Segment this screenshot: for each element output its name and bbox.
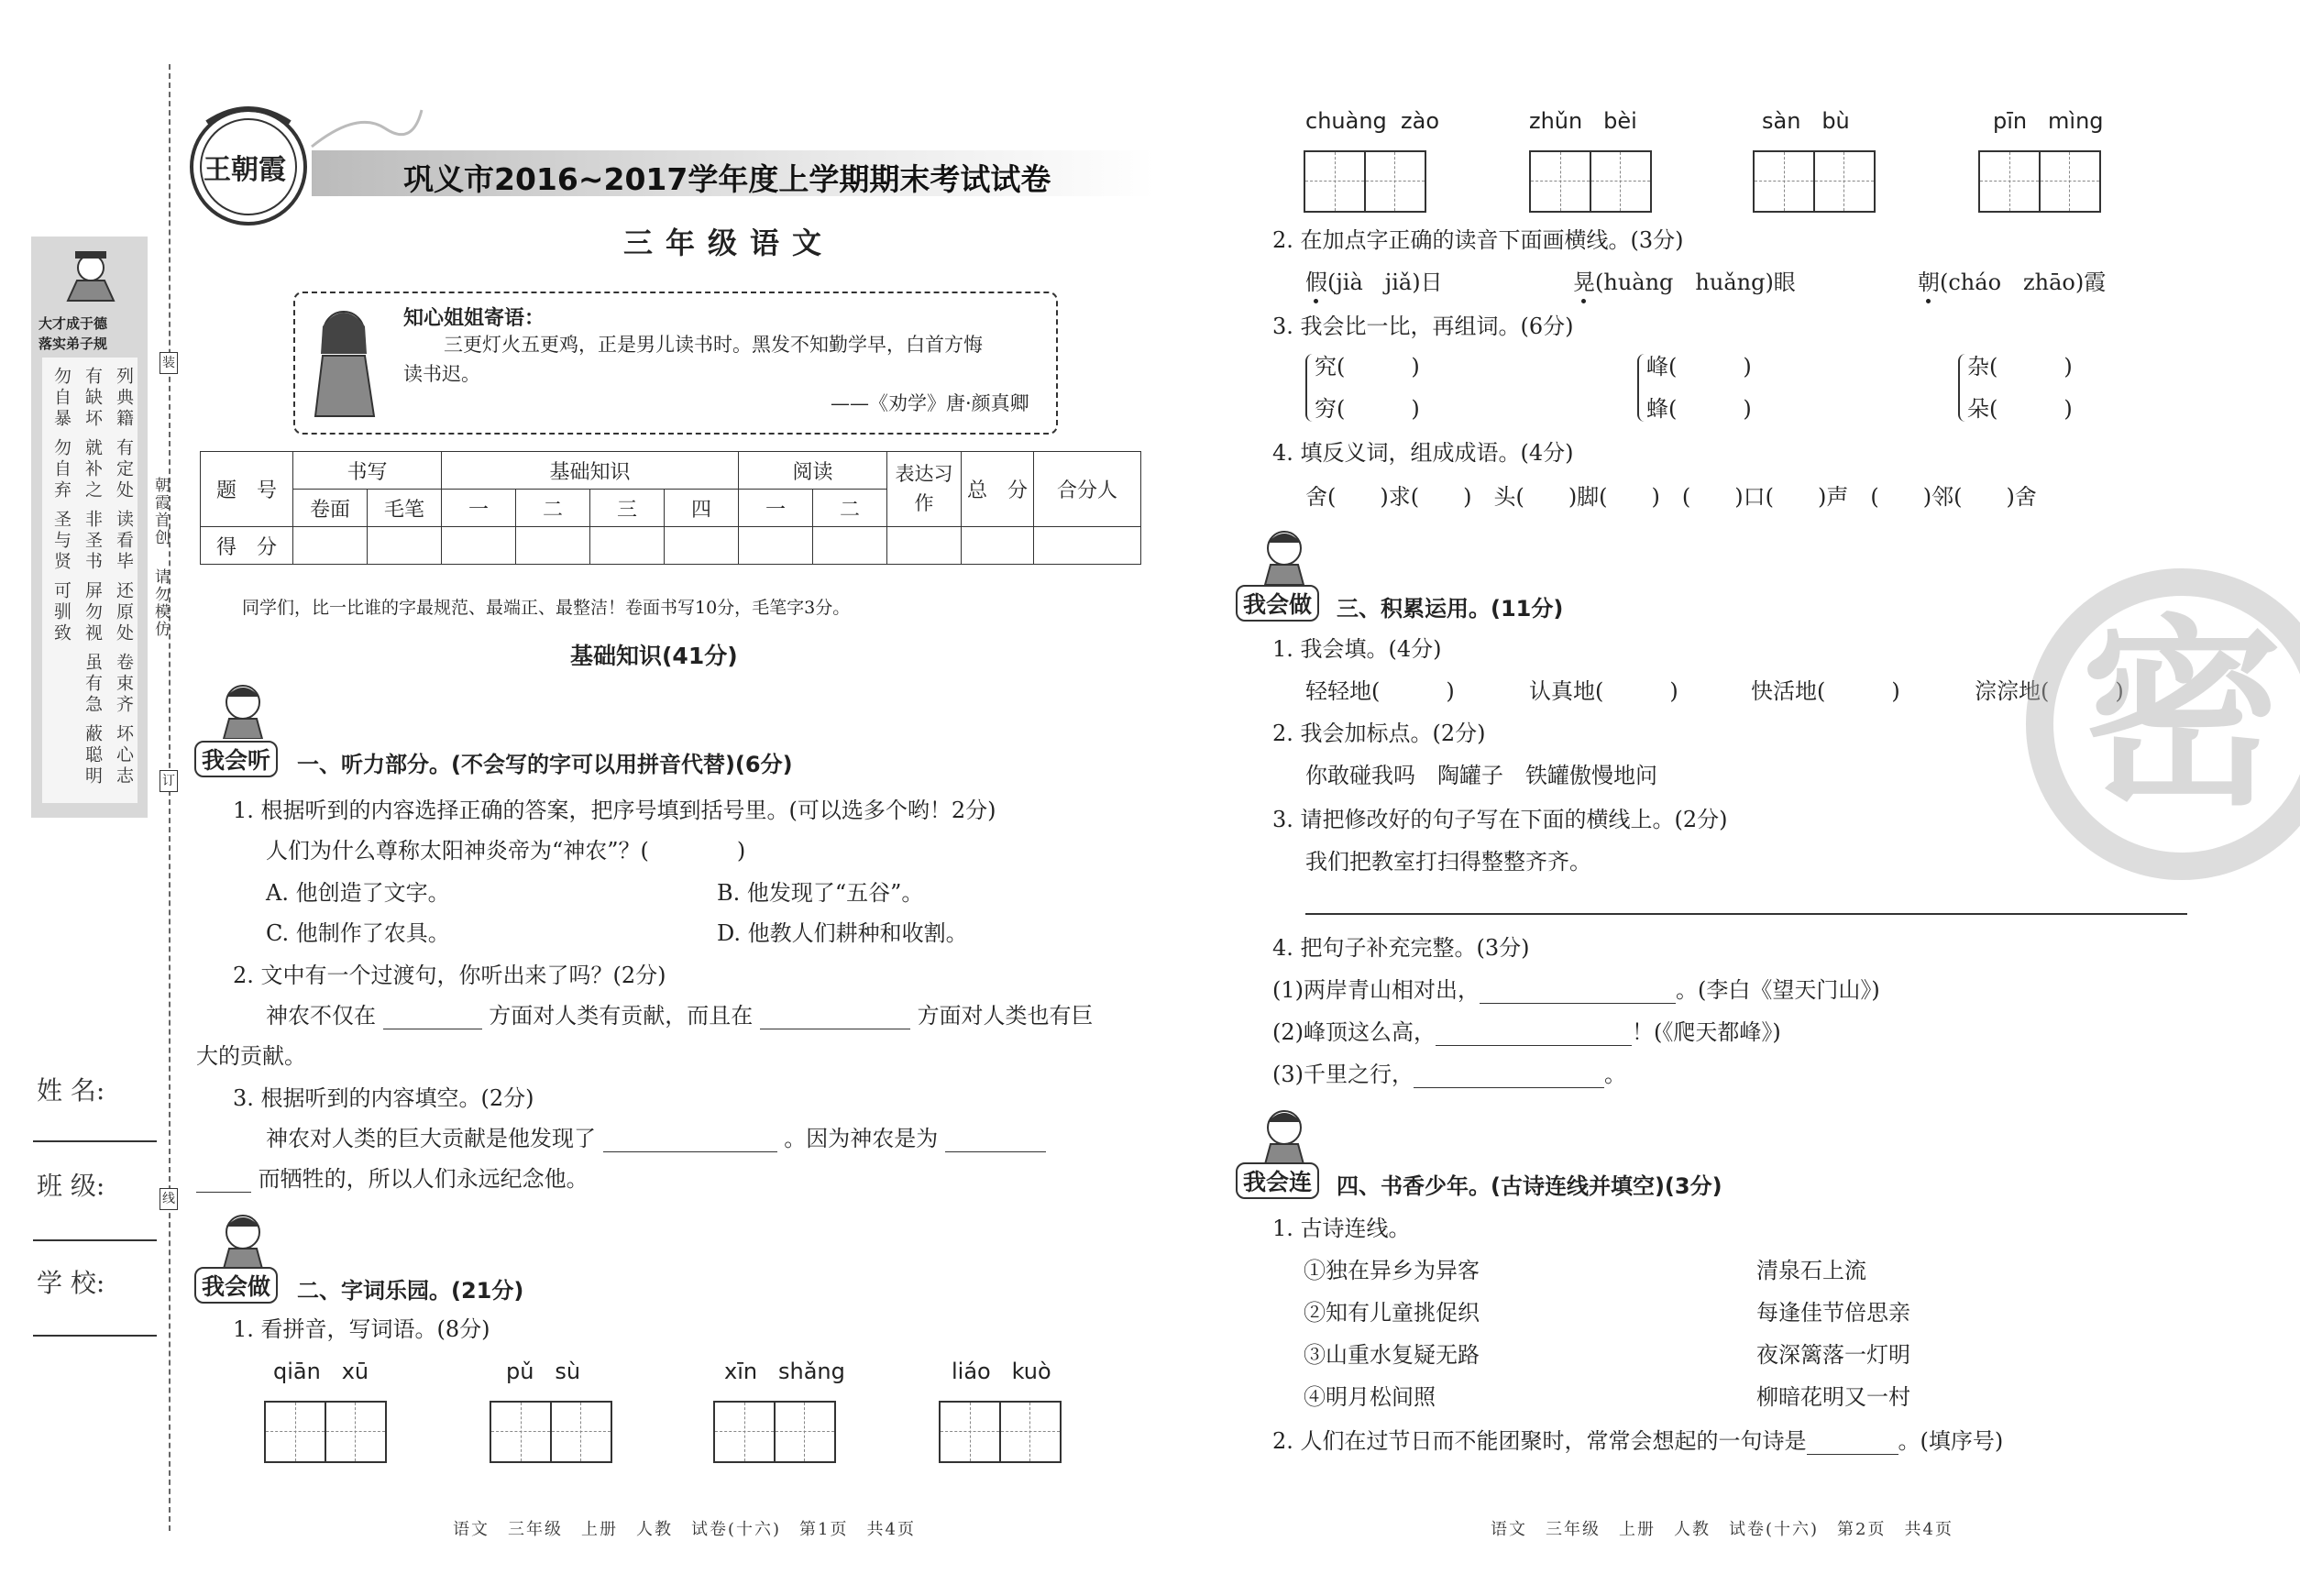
boy-phone-icon xyxy=(213,1208,273,1269)
section-title: 四、书香少年。(古诗连线并填空)(3分) xyxy=(1337,1173,1722,1199)
fill-text: 。因为神农是为 xyxy=(784,1126,939,1151)
answer-blank[interactable] xyxy=(760,1007,910,1029)
seal-mark: 装 xyxy=(160,352,178,374)
emphasis-dot xyxy=(1314,299,1318,303)
pinyin: pīn xyxy=(1993,108,2028,134)
pinyin: kuò xyxy=(1011,1359,1051,1384)
rule-col: 还原处 xyxy=(114,581,134,644)
bracket xyxy=(1637,354,1646,422)
writing-grid[interactable] xyxy=(264,1401,387,1463)
pinyin-label xyxy=(952,1359,1051,1385)
sidebar-panel xyxy=(31,237,148,818)
compare-item[interactable]: 蜂( ) xyxy=(1646,396,1752,422)
compare-item[interactable]: 朵( ) xyxy=(1967,396,2073,422)
table-header: 基础知识 xyxy=(442,452,739,490)
emphasis-dot xyxy=(1581,299,1586,303)
section-badge: 我会连 xyxy=(1236,1162,1319,1199)
poem-right[interactable]: 清泉石上流 xyxy=(1756,1258,1866,1283)
answer-blank[interactable] xyxy=(1414,1065,1604,1088)
pinyin-label xyxy=(1762,108,1850,135)
score-cell[interactable] xyxy=(739,527,813,565)
copyright-note: 朝霞首创 xyxy=(151,477,170,546)
quote-line: 三更灯火五更鸡，正是男儿读书时。黑发不知勤学早，白首方悔 xyxy=(444,334,983,356)
writing-grid[interactable] xyxy=(713,1401,836,1463)
sidebar-motto-2: 落实弟子规 xyxy=(39,336,108,352)
table-subheader: 二 xyxy=(516,490,590,527)
fill-text: 方面对人类也有巨 xyxy=(917,1003,1094,1029)
answer-blank[interactable] xyxy=(1436,1023,1632,1046)
rule-col: 勿自弃 xyxy=(51,438,72,501)
question: 1. 看拼音，写词语。(8分) xyxy=(233,1316,490,1342)
pinyin: bèi xyxy=(1603,108,1637,134)
poem-right[interactable]: 每逢佳节倍思亲 xyxy=(1756,1300,1910,1326)
fill-text: 神农对人类的巨大贡献是他发现了 xyxy=(266,1126,596,1151)
question: 3. 请把修改好的句子写在下面的横线上。(2分) xyxy=(1272,807,1728,832)
seal-mark: 线 xyxy=(160,1188,178,1210)
score-cell[interactable] xyxy=(293,527,368,565)
question: 1. 根据听到的内容选择正确的答案，把序号填到括号里。(可以选多个哟！2分) xyxy=(233,798,996,823)
rule-col: 列典籍 xyxy=(114,367,134,430)
fill-text: 方面对人类有贡献，而且在 xyxy=(489,1003,754,1029)
table-subheader: 一 xyxy=(739,490,813,527)
question: 3. 根据听到的内容填空。(2分) xyxy=(233,1085,534,1111)
exam-subject: 三年级语文 xyxy=(623,226,835,260)
pinyin: mìng xyxy=(2048,108,2104,134)
fill-item[interactable]: 快活地( ) xyxy=(1751,678,1900,704)
scholar-icon xyxy=(59,248,123,303)
question: 4. 把句子补充完整。(3分) xyxy=(1272,935,1530,961)
poem-right[interactable]: 柳暗花明又一村 xyxy=(1756,1384,1910,1410)
table-header: 总 分 xyxy=(962,452,1034,527)
section-title: 一、听力部分。(不会写的字可以用拼音代替)(6分) xyxy=(297,752,793,777)
writing-grid[interactable] xyxy=(1304,150,1426,213)
table-header: 阅读 xyxy=(739,452,887,490)
exam-title: 巩义市2016~2017学年度上学期期末考试试卷 xyxy=(403,161,1051,197)
pinyin-label xyxy=(506,1359,580,1385)
table-header: 书写 xyxy=(293,452,442,490)
rule-col: 可驯致 xyxy=(51,581,72,644)
rule-col: 读看毕 xyxy=(114,510,134,573)
question: 3. 我会比一比，再组词。(6分) xyxy=(1272,314,1574,339)
table-header: 合分人 xyxy=(1034,452,1141,527)
pinyin: bù xyxy=(1821,108,1850,134)
score-cell[interactable] xyxy=(516,527,590,565)
fill-text: 2. 人们在过节日而不能团聚时，常常会想起的一句诗是 xyxy=(1272,1428,1807,1454)
name-field[interactable] xyxy=(33,1140,157,1142)
rule-col: 圣与贤 xyxy=(51,510,72,573)
sidebar-rules xyxy=(42,358,138,803)
writing-grid[interactable] xyxy=(1753,150,1876,213)
fill-text: (2)峰顶这么高， xyxy=(1272,1019,1436,1045)
rule-col: 非圣书 xyxy=(83,510,103,573)
sentence: 我们把教室打扫得整整齐齐。 xyxy=(1305,849,1591,875)
option: D. 他教人们耕种和收割。 xyxy=(717,920,968,946)
logo-text: 王朝霞 xyxy=(204,154,286,186)
table-subheader: 卷面 xyxy=(293,490,368,527)
compare-item[interactable]: 杂( ) xyxy=(1967,354,2073,380)
poem-left[interactable]: ③山重水复疑无路 xyxy=(1304,1342,1480,1368)
fill-text: 神农不仅在 xyxy=(266,1003,376,1029)
fill-text: 。 xyxy=(1604,1062,1626,1087)
rule-col: 有定处 xyxy=(114,438,134,501)
answer-line[interactable] xyxy=(1305,913,2187,915)
question: 1. 我会填。(4分) xyxy=(1272,636,1442,662)
poem-left[interactable]: ④明月松间照 xyxy=(1304,1384,1436,1410)
rule-col: 虽有急 xyxy=(83,653,103,716)
answer-blank[interactable] xyxy=(383,1007,482,1029)
watermark-seal xyxy=(2026,568,2300,880)
pinyin-label xyxy=(1993,108,2104,135)
idiom-line[interactable]: 舍( )求( ) 头( )脚( ) ( )口( )声 ( )邻( )舍 xyxy=(1305,484,2037,510)
rule-col: 坏心志 xyxy=(114,724,134,787)
pinyin: sù xyxy=(555,1359,581,1384)
table-row-label: 得 分 xyxy=(201,527,293,565)
question-stem: 人们为什么尊称太阳神炎帝为“神农”？( ) xyxy=(266,838,746,864)
pinyin-label xyxy=(1305,108,1439,135)
page-footer: 语文 三年级 上册 人教 试卷(十六) 第2页 共4页 xyxy=(1491,1520,1953,1539)
class-field[interactable] xyxy=(33,1239,157,1241)
rule-col: 就补之 xyxy=(83,438,103,501)
table-subheader: 毛笔 xyxy=(368,490,442,527)
answer-blank[interactable] xyxy=(945,1129,1046,1152)
answer-blank[interactable] xyxy=(1480,981,1676,1004)
boy-phone-icon xyxy=(1254,1104,1315,1164)
question: 2. 文中有一个过渡句，你听出来了吗？(2分) xyxy=(233,963,666,988)
bracket xyxy=(1305,354,1315,422)
section-title: 二、字词乐园。(21分) xyxy=(297,1278,524,1304)
compare-item[interactable]: 峰( ) xyxy=(1646,354,1752,380)
rule-col: 勿自暴 xyxy=(51,367,72,430)
poem-left[interactable]: ②知有儿童挑促织 xyxy=(1304,1300,1480,1326)
score-table xyxy=(200,451,1141,565)
score-cell[interactable] xyxy=(442,527,516,565)
name-label: 姓 名: xyxy=(37,1075,105,1106)
compare-item[interactable]: 究( ) xyxy=(1315,354,1420,380)
poem-left[interactable]: ①独在异乡为异客 xyxy=(1304,1258,1480,1283)
fill-text: (3)千里之行， xyxy=(1272,1062,1414,1087)
school-label: 学 校: xyxy=(37,1268,105,1298)
option: A. 他创造了文字。 xyxy=(266,880,450,906)
pinyin-label xyxy=(1529,108,1637,135)
question: 2. 我会加标点。(2分) xyxy=(1272,721,1486,746)
score-cell[interactable] xyxy=(887,527,962,565)
emphasis-dot xyxy=(1926,299,1931,303)
compare-item[interactable]: 穷( ) xyxy=(1315,396,1420,422)
pinyin: shǎng xyxy=(777,1359,845,1384)
copyright-note: 请勿模仿 xyxy=(151,568,170,638)
question: 1. 古诗连线。 xyxy=(1272,1216,1411,1241)
fill-item[interactable]: 淙淙地( ) xyxy=(1975,678,2124,704)
bracket xyxy=(1958,354,1967,422)
quote-source: ——《劝学》唐·颜真卿 xyxy=(831,392,1029,414)
section-badge: 我会做 xyxy=(1236,585,1319,622)
fill-text: 而牺牲的，所以人们永远纪念他。 xyxy=(258,1166,589,1192)
class-label: 班 级: xyxy=(37,1171,105,1201)
fill-text: ！(《爬天都峰》) xyxy=(1632,1019,1781,1045)
pinyin: qiān xyxy=(273,1359,321,1384)
page-footer: 语文 三年级 上册 人教 试卷(十六) 第1页 共4页 xyxy=(453,1520,916,1539)
pinyin: pǔ xyxy=(506,1359,534,1384)
pinyin: zào xyxy=(1401,108,1440,134)
score-cell[interactable] xyxy=(665,527,739,565)
pinyin: sàn xyxy=(1762,108,1801,134)
option: B. 他发现了“五谷”。 xyxy=(717,880,924,906)
quote-heading: 知心姐姐寄语： xyxy=(403,306,545,330)
fill-text: 。(填序号) xyxy=(1898,1428,2004,1454)
poem-right[interactable]: 夜深篱落一灯明 xyxy=(1756,1342,1910,1368)
pinyin: xīn xyxy=(724,1359,758,1384)
writing-grid[interactable] xyxy=(1529,150,1652,213)
rule-col: 卷束齐 xyxy=(114,653,134,716)
answer-blank[interactable] xyxy=(603,1129,777,1152)
writing-grid[interactable] xyxy=(1978,150,2101,213)
pinyin-label xyxy=(724,1359,845,1385)
fill-item[interactable]: 认真地( ) xyxy=(1529,678,1678,704)
seal-mark: 订 xyxy=(160,770,178,792)
score-cell[interactable] xyxy=(590,527,665,565)
score-cell[interactable] xyxy=(1034,527,1141,565)
sidebar-motto-1: 大才成于德 xyxy=(39,315,108,332)
writing-grid[interactable] xyxy=(490,1401,612,1463)
table-header: 表达习作 xyxy=(887,452,962,527)
answer-blank[interactable] xyxy=(1807,1432,1898,1455)
section-badge: 我会做 xyxy=(194,1267,278,1304)
writing-grid[interactable] xyxy=(939,1401,1062,1463)
score-cell[interactable] xyxy=(962,527,1034,565)
boy-phone-icon xyxy=(1254,524,1315,585)
table-subheader: 一 xyxy=(442,490,516,527)
pinyin: chuàng xyxy=(1305,108,1387,134)
fill-text: 大的贡献。 xyxy=(196,1043,306,1069)
rule-col: 蔽聪明 xyxy=(83,724,103,787)
question: 2. 在加点字正确的读音下面画横线。(3分) xyxy=(1272,227,1684,253)
watermark-text: 密 xyxy=(2081,598,2283,832)
instruction-note: 同学们，比一比谁的字最规范、最端正、最整洁！卷面书写10分，毛笔字3分。 xyxy=(242,598,851,618)
pinyin: zhǔn xyxy=(1529,108,1583,134)
table-subheader: 四 xyxy=(665,490,739,527)
answer-blank[interactable] xyxy=(196,1170,251,1193)
cut-line xyxy=(169,64,171,1531)
table-subheader: 三 xyxy=(590,490,665,527)
question: 4. 填反义词，组成成语。(4分) xyxy=(1272,440,1574,466)
pronunciation-item[interactable]: 晃(huàng huǎng)眼 xyxy=(1573,270,1796,295)
section-badge: 我会听 xyxy=(194,741,278,777)
section-heading: 基础知识(41分) xyxy=(570,643,738,669)
pinyin: liáo xyxy=(952,1359,991,1384)
fill-text: 。(李白《望天门山》) xyxy=(1676,977,1880,1003)
rule-col: 有缺坏 xyxy=(83,367,103,430)
punctuation-line: 你敢碰我吗 陶罐子 铁罐傲慢地问 xyxy=(1305,763,1657,788)
pronunciation-item[interactable]: 朝(cháo zhāo)霞 xyxy=(1918,270,2107,295)
section-title: 三、积累运用。(11分) xyxy=(1337,596,1564,622)
fill-text: (1)两岸青山相对出， xyxy=(1272,977,1480,1003)
quote-line: 读书迟。 xyxy=(403,363,480,385)
school-field[interactable] xyxy=(33,1335,157,1337)
boy-phone-icon xyxy=(213,678,273,739)
rule-col: 屏勿视 xyxy=(83,581,103,644)
pronunciation-item[interactable]: 假(jià jiǎ)日 xyxy=(1305,270,1443,295)
table-header: 题 号 xyxy=(201,452,293,527)
score-cell[interactable] xyxy=(813,527,887,565)
score-cell[interactable] xyxy=(368,527,442,565)
option: C. 他制作了农具。 xyxy=(266,920,450,946)
fill-item[interactable]: 轻轻地( ) xyxy=(1305,678,1455,704)
table-subheader: 二 xyxy=(813,490,887,527)
pinyin: xū xyxy=(341,1359,369,1384)
pinyin-label xyxy=(273,1359,369,1385)
teacher-girl-icon xyxy=(303,299,385,418)
